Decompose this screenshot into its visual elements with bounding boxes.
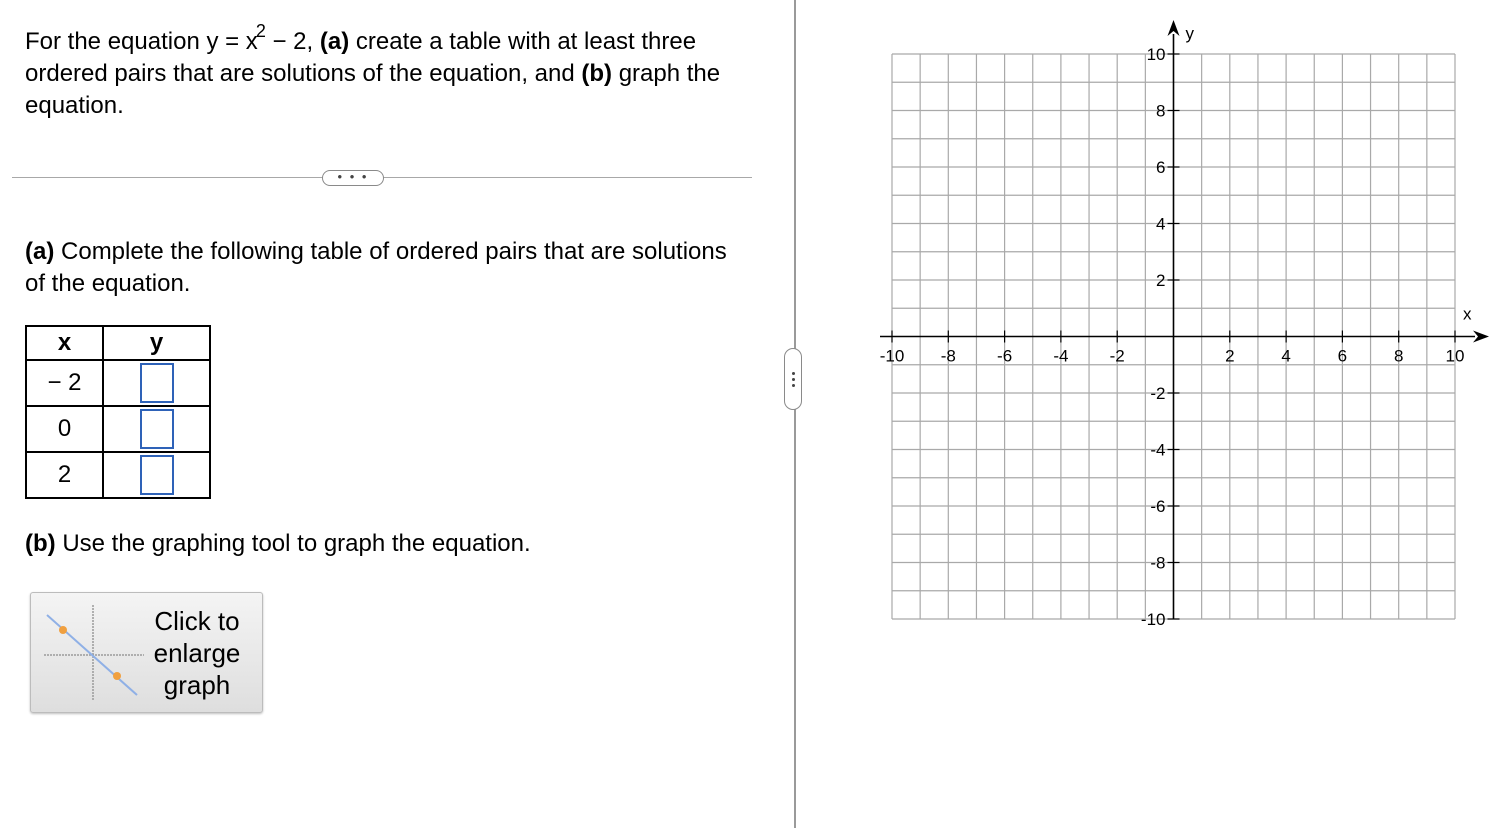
coordinate-graph[interactable] [860, 10, 1494, 640]
x-tick-label: 2 [1225, 346, 1235, 366]
question-text: For the equation $y = x^2 - 2$, (a) create a table with at least three ordered pairs that are solutions of the equation, and (b) graph the equation. [25, 21, 721, 119]
x-tick-label: 8 [1393, 346, 1404, 366]
x-axis-label: x [1463, 304, 1472, 324]
x-axis-arrow-icon [1473, 331, 1489, 343]
x-value: − 2 [26, 360, 103, 406]
x-tick-label: 4 [1281, 346, 1291, 366]
x-value: 2 [26, 452, 103, 498]
header-y: y [103, 326, 210, 360]
graph-thumbnail-icon [41, 603, 146, 703]
table-row [26, 406, 210, 452]
part-b-instructions: (b) Use the graphing tool to graph the equation. [25, 530, 531, 557]
y-tick-label: 6 [1156, 158, 1166, 177]
panel-resize-handle[interactable] [784, 348, 802, 410]
y-tick-label: 2 [1156, 271, 1166, 290]
table-header-row [26, 326, 210, 360]
table-row [26, 452, 210, 498]
enlarge-graph-label: Click to enlarge graph [153, 606, 241, 700]
x-tick-label: -4 [1053, 346, 1069, 366]
panel-divider [794, 0, 796, 828]
part-a-instructions: (a) Complete the following table of ordered pairs that are solutions of the equation. [25, 238, 727, 297]
table-row [26, 360, 210, 406]
header-x: x [26, 326, 103, 360]
part-b-label: (b) [581, 60, 613, 87]
expand-more-button[interactable]: • • • [322, 170, 384, 186]
y-tick-label: -2 [1150, 384, 1166, 403]
x-tick-label: 10 [1445, 346, 1465, 366]
y-tick-label: -8 [1150, 553, 1166, 573]
y-axis-label: y [1185, 24, 1194, 43]
x-tick-label: -2 [1109, 346, 1125, 366]
x-value: 0 [26, 406, 103, 452]
y-tick-label: -6 [1150, 497, 1166, 516]
y-axis-arrow-icon [1168, 20, 1180, 36]
y-tick-label: 4 [1156, 214, 1166, 234]
enlarge-graph-button[interactable] [30, 592, 263, 713]
x-tick-label: -10 [879, 346, 905, 366]
ordered-pairs-table [25, 325, 211, 499]
x-tick-label: 6 [1337, 346, 1348, 366]
y-answer-input-1[interactable] [140, 363, 174, 403]
part-a-label: (a) [319, 28, 350, 55]
equation: $y = x^2 - 2$, [206, 21, 320, 55]
x-tick-label: -8 [940, 346, 956, 366]
exponent: 2 [255, 21, 266, 41]
y-tick-label: 10 [1146, 45, 1166, 64]
y-tick-label: 8 [1156, 101, 1166, 121]
y-answer-input-2[interactable] [140, 409, 174, 449]
y-answer-input-3[interactable] [140, 455, 174, 495]
y-tick-label: -4 [1150, 440, 1166, 460]
x-tick-label: -6 [997, 346, 1013, 366]
y-tick-label: -10 [1140, 610, 1166, 629]
